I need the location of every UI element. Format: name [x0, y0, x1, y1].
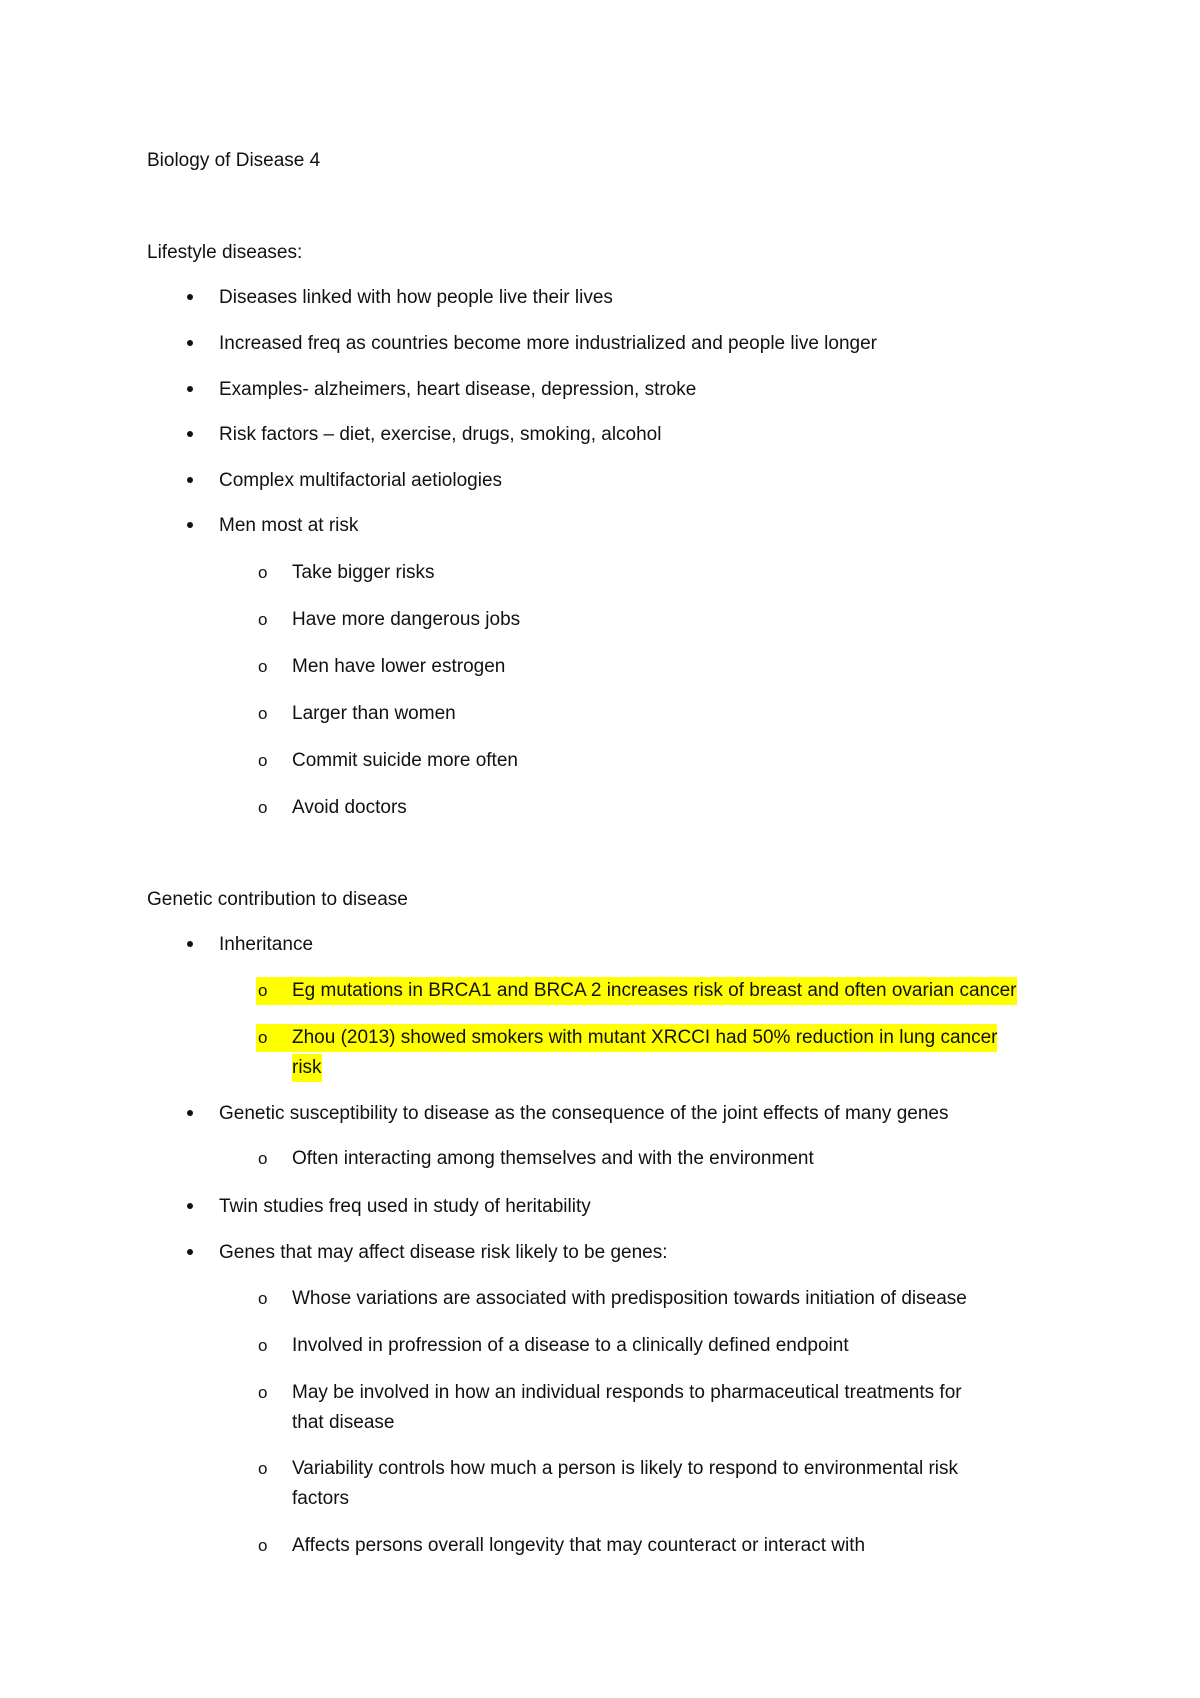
sub-bullet-marker: o — [258, 1459, 268, 1478]
page-title: Biology of Disease 4 — [147, 150, 321, 171]
highlighted-item-zhou-cont: risk — [292, 1054, 322, 1082]
sub-bullet-marker: o — [258, 657, 268, 676]
sub-list-item: Larger than women — [292, 703, 456, 724]
sub-list-item: Often interacting among themselves and with the environment — [292, 1148, 814, 1169]
sub-bullet-marker: o — [258, 704, 268, 723]
sub-list-item: Whose variations are associated with predisposition towards initiation of disease — [292, 1288, 967, 1309]
list-item: Complex multifactorial aetiologies — [219, 470, 503, 491]
sub-bullet-marker: o — [258, 1336, 268, 1355]
list-item: Twin studies freq used in study of heritability — [219, 1196, 591, 1217]
list-item: Inheritance — [219, 934, 314, 955]
sub-bullet-marker: o — [256, 977, 294, 1005]
sub-list-item: Have more dangerous jobs — [292, 609, 521, 630]
sub-bullet-marker: o — [258, 563, 268, 582]
list-item: Men most at risk — [219, 515, 359, 536]
list-item: Increased freq as countries become more industrialized and people live longer — [219, 333, 877, 354]
bullet-icon — [187, 340, 193, 346]
sub-bullet-marker: o — [258, 1149, 268, 1168]
sub-list-item: Avoid doctors — [292, 797, 407, 818]
sub-bullet-marker: o — [258, 1289, 268, 1308]
list-item: Genetic susceptibility to disease as the consequence of the joint effects of many genes — [219, 1103, 949, 1124]
highlighted-item-zhou: Zhou (2013) showed smokers with mutant XRCCI had 50% reduction in lung cancer — [292, 1024, 997, 1052]
sub-bullet-marker: o — [258, 798, 268, 817]
sub-list-item: Take bigger risks — [292, 562, 435, 583]
sub-list-item: Involved in profression of a disease to a clinically defined endpoint — [292, 1335, 849, 1356]
list-item: Genes that may affect disease risk likely to be genes: — [219, 1242, 668, 1263]
bullet-icon — [187, 522, 193, 528]
sub-list-item: May be involved in how an individual responds to pharmaceutical treatments for — [292, 1382, 962, 1403]
list-item: Diseases linked with how people live their lives — [219, 287, 613, 308]
sub-list-item-cont: that disease — [292, 1412, 395, 1433]
bullet-icon — [187, 1110, 193, 1116]
section-heading-lifestyle: Lifestyle diseases: — [147, 242, 303, 263]
section-heading-genetic: Genetic contribution to disease — [147, 889, 408, 910]
sub-list-item: Commit suicide more often — [292, 750, 518, 771]
bullet-icon — [187, 294, 193, 300]
sub-bullet-marker: o — [256, 1024, 294, 1052]
sub-list-item: Men have lower estrogen — [292, 656, 506, 677]
bullet-icon — [187, 477, 193, 483]
sub-bullet-marker: o — [258, 751, 268, 770]
bullet-icon — [187, 941, 193, 947]
sub-list-item: Affects persons overall longevity that may counteract or interact with — [292, 1535, 866, 1556]
bullet-icon — [187, 431, 193, 437]
list-item: Examples- alzheimers, heart disease, depression, stroke — [219, 379, 697, 400]
bullet-icon — [187, 386, 193, 392]
sub-list-item: Variability controls how much a person is likely to respond to environmental risk — [292, 1458, 959, 1479]
sub-bullet-marker: o — [258, 1383, 268, 1402]
list-item: Risk factors – diet, exercise, drugs, smoking, alcohol — [219, 424, 662, 445]
sub-list-item-cont: factors — [292, 1488, 350, 1509]
sub-bullet-marker: o — [258, 1536, 268, 1555]
highlighted-item-brca: Eg mutations in BRCA1 and BRCA 2 increases risk of breast and often ovarian cancer — [292, 977, 1017, 1005]
bullet-icon — [187, 1203, 193, 1209]
bullet-icon — [187, 1249, 193, 1255]
sub-bullet-marker: o — [258, 610, 268, 629]
